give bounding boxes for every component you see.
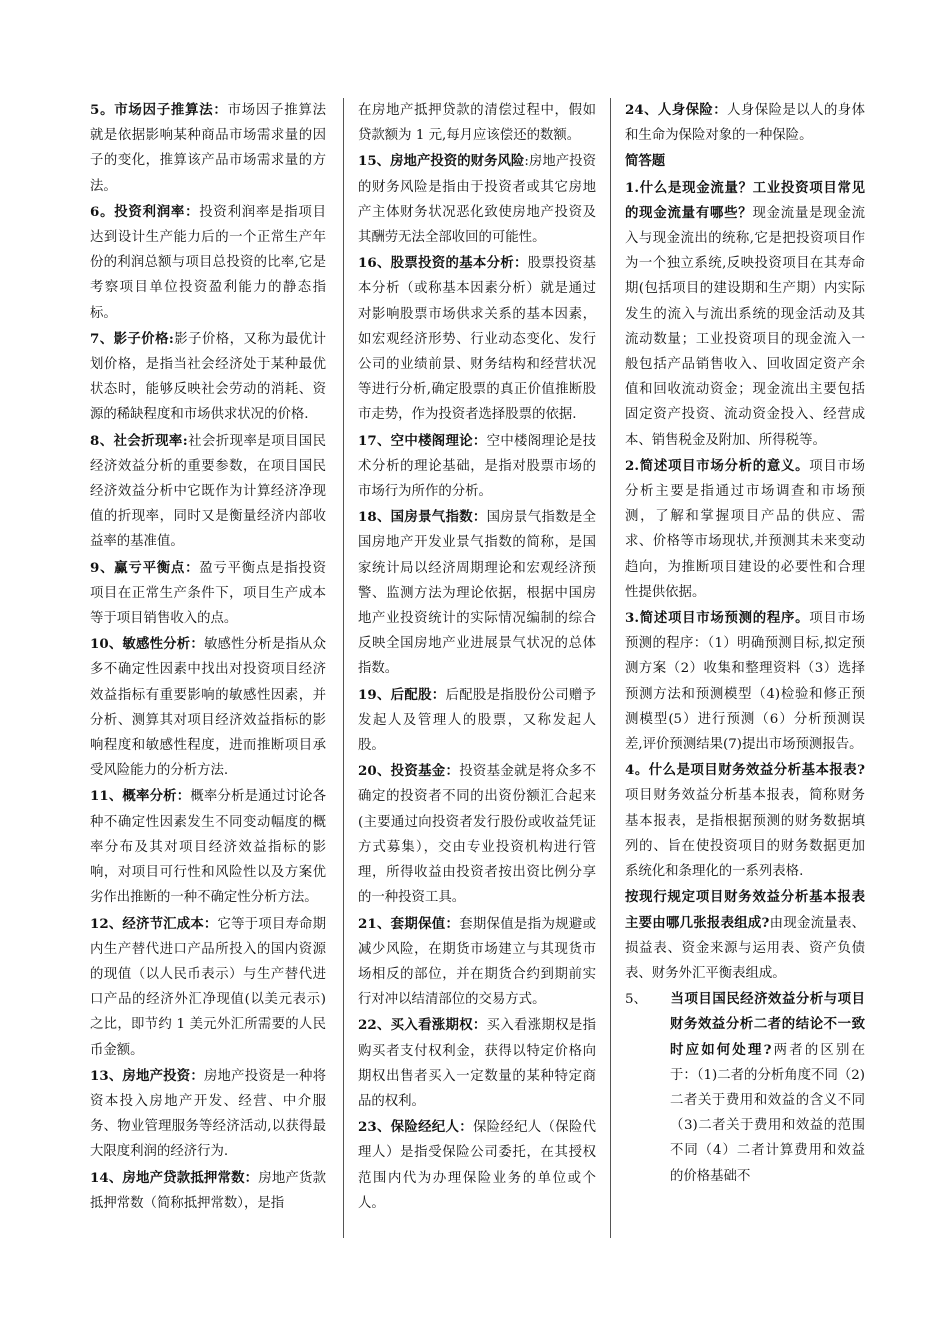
entry-term: 2.简述项目市场分析的意义。 <box>625 457 810 474</box>
col2-entry <box>358 251 596 427</box>
entry-body: 人身保险是以人的身体和生命为保险对象的一种保险。 <box>625 103 865 144</box>
entry-term: 7、影子价格: <box>90 330 174 347</box>
col1-entry <box>90 1166 326 1216</box>
column-2 <box>358 98 596 1217</box>
entry-body: 房地产投资是一种将资本投入房地产开发、经营、中介服务、物业管理服务等经济活动,以获得最大限度利润的经济行为. <box>90 1068 327 1160</box>
entry-term: 13、房地产投资： <box>90 1067 204 1084</box>
entry-body: 国房景气指数是全国房地产开发业景气指数的简称，是国家统计局以经济周期理论和宏观经济预警、监测方法为理论依据，根据中国房地产业投资统计的实际情况编制的综合反映全国房地产业进展景气状况的总体指数。 <box>358 510 597 677</box>
col2-entry <box>358 149 596 250</box>
col2-entry <box>358 429 596 505</box>
col3-entry <box>625 758 865 884</box>
col1-entry <box>90 632 326 783</box>
entry-body: 市场因子推算法就是依据影响某种商品市场需求量的因子的变化，推算该产品市场需求量的方法。 <box>90 103 327 194</box>
entry-term: 20、投资基金： <box>358 763 460 780</box>
entry-term: 简答题 <box>625 153 666 170</box>
column-1 <box>90 98 326 1217</box>
entry-body: 项目市场分析主要是指通过市场调查和市场预测，了解和掌握项目产品的供应、需求、价格等市场现状,并预测其未来变动趋向，为推断项目建设的必要性和合理性提供依据。 <box>625 458 866 600</box>
col3-entry <box>625 149 865 174</box>
column-divider-1 <box>343 98 344 1238</box>
entry-body: 买入看涨期权是指购买者支付权利金，获得以特定价格向期权出售者买入一定数量的某种特定商品的权利。 <box>358 1018 597 1109</box>
entry-body: :房地产投资的财务风险是指由于投资者或其它房地产主体财务状况恶化致使房地产投资及其酬劳无法全部收回的可能性。 <box>358 154 596 246</box>
col3-entry <box>625 606 865 757</box>
col2-entry <box>358 1013 596 1114</box>
entry-body: 投资基金就是将众多不确定的投资者不同的出资份额汇合起来(主要通过向投资者发行股份或收益凭证方式募集），交由专业投资机构进行管理，所得收益由投资者按出资比例分享的一种投资工具。 <box>358 764 596 906</box>
question-5-body: 两者的区别在于：（1)二者的分析角度不同（2)二者关于费用和效益的含义不同（3)二者关于费用和效益的范围不同（4）二者计算费用和效益的价格基础不 <box>670 1042 865 1184</box>
col3-entry <box>625 98 865 148</box>
entry-term: 8、社会折现率: <box>90 432 188 449</box>
entry-body: 概率分析是通过讨论各种不确定性因素发生不同变动幅度的概率分布及其对项目经济效益指标的影响，对项目可行性和风险性以及方案优劣作出推断的一种不确定性分析方法。 <box>90 789 326 906</box>
entry-body: 项目财务效益分析基本报表，简称财务基本报表，是指根据预测的财务数据填列的、旨在使投资项目的财务数据更加系统化和条理化的一系列表格. <box>625 788 865 880</box>
column-3 <box>625 98 865 1190</box>
col1-entry <box>90 912 326 1063</box>
col2-entry <box>358 98 596 148</box>
entry-term: 22、买入看涨期权： <box>358 1017 487 1034</box>
entry-body: 投资利润率是指项目达到设计生产能力后的一个正常生产年份的利润总额与项目总投资的比率,它是考察项目单位投资盈利能力的静态指标。 <box>90 204 326 321</box>
entry-term: 10、敏感性分析： <box>90 636 204 653</box>
entry-body: 现金流量是现金流入与现金流出的统称,它是把投资项目作为一个独立系统,反映投资项目在其寿命期(包括项目的建设期和生产期）内实际发生的流入与流出系统的现金活动及其流动数量；工业投资项目的现金流入一般包括产品销售收入、回收固定资产余值和回收流动资金；现金流出主要包括固定资产投资、流动资金投入、经营成本、销售税金及附加、所得税等。 <box>625 205 866 448</box>
col3-entry <box>625 454 865 605</box>
question-5-entry <box>625 987 865 1189</box>
entry-term: 23、保险经纪人： <box>358 1119 473 1136</box>
entry-body: 股票投资基本分析（或称基本因素分析）就是通过对影响股票市场供求关系的基本因素，如宏观经济形势、行业动态变化、发行公司的业绩前景、财务结构和经营状况等进行分析,确定股票的真正价值推断股市走势，作为投资者选择股票的依据. <box>358 256 596 423</box>
col2-entry <box>358 683 596 759</box>
question-5-number: 5、 <box>625 992 647 1008</box>
entry-term: 17、空中楼阁理论： <box>358 432 487 449</box>
entry-body: 由现金流量表、损益表、资金来源与运用表、资产负债表、财务外汇平衡表组成。 <box>625 915 865 981</box>
entry-term: 19、后配股： <box>358 686 446 703</box>
entry-term: 4。什么是项目财务效益分析基本报表? <box>625 762 865 779</box>
col2-entry <box>358 912 596 1013</box>
col3-entry <box>625 885 865 986</box>
col1-entry <box>90 556 326 632</box>
entry-term: 9、赢亏平衡点： <box>90 559 200 576</box>
entry-body: 影子价格，又称为最优计划价格，是指当社会经济处于某种最优状态时，能够反映社会劳动的消耗、资源的稀缺程度和市场供求状况的价格. <box>90 331 326 423</box>
entry-term: 24、人身保险： <box>625 102 728 118</box>
entry-term: 14、房地产贷款抵押常数： <box>90 1169 259 1186</box>
entry-body: 空中楼阁理论是技术分析的理论基础，是指对股票市场的市场行为所作的分析。 <box>358 433 597 500</box>
col3-entry <box>625 176 865 453</box>
col1-entry <box>90 98 326 199</box>
entry-term: 16、股票投资的基本分析： <box>358 255 528 272</box>
entry-term: 12、经济节汇成本： <box>90 915 218 932</box>
column-3-entries <box>625 98 865 986</box>
col2-entry <box>358 759 596 910</box>
entry-term: 5。市场因子推算法： <box>90 102 228 118</box>
entry-term: 11、概率分析： <box>90 788 191 805</box>
entry-term: 1.什么是现金流量？工业投资项目常见的现金流量有哪些？ <box>625 179 865 221</box>
entry-body: 项目市场预测的程序：（1）明确预测目标,拟定预测方案（2）收集和整理资料（3）选择预测方法和预测模型（4)检验和修正预测模型(5）进行预测（6）分析预测误差,评价预测结果(7)提出市场预测报告。 <box>625 611 866 753</box>
entry-term: 21、套期保值： <box>358 915 460 932</box>
entry-term: 15、房地产投资的财务风险 <box>358 153 525 170</box>
col2-entry <box>358 1115 596 1216</box>
question-5-title: 当项目国民经济效益分析与项目财务效益分析二者的结论不一致时应如何处理? <box>670 991 865 1058</box>
col1-entry <box>90 784 326 910</box>
entry-body: 保险经纪人（保险代理人）是指受保险公司委托，在其授权范围内代为办理保险业务的单位或个人。 <box>358 1120 597 1211</box>
col1-entry <box>90 327 326 428</box>
entry-term: 3.简述项目市场预测的程序。 <box>625 610 810 627</box>
entry-body: 在房地产抵押贷款的清偿过程中，假如贷款额为 1 元,每月应该偿还的数额。 <box>358 103 596 144</box>
entry-body: 社会折现率是项目国民经济效益分析的重要参数，在项目国民经济效益分析中它既作为计算经济净现值的折现率，同时又是衡量经济内部收益率的基准值。 <box>90 433 326 550</box>
column-divider-2 <box>610 98 611 1238</box>
col1-entry <box>90 1064 326 1165</box>
entry-body: 套期保值是指为规避或减少风险，在期货市场建立与其现货市场相反的部位，并在期货合约到期前实行对冲以结清部位的交易方式。 <box>358 916 596 1008</box>
col1-entry <box>90 200 326 326</box>
entry-body: 后配股是指股份公司赠予发起人及管理人的股票，又称发起人股。 <box>358 687 597 754</box>
col1-entry <box>90 429 326 555</box>
entry-body: 它等于项目寿命期内生产替代进口产品所投入的国内资源的现值（以人民币表示）与生产替代进口产品的经济外汇净现值(以美元表示)之比，即节约 1 美元外汇所需要的人民币金额。 <box>90 916 327 1058</box>
entry-term: 按现行规定项目财务效益分析基本报表主要由哪几张报表组成? <box>625 889 865 931</box>
entry-body: 盈亏平衡点是指投资项目在正常生产条件下，项目生产成本等于项目销售收入的点。 <box>90 560 326 627</box>
entry-body: 敏感性分析是指从众多不确定性因素中找出对投资项目经济效益指标有重要影响的敏感性因素，并分析、测算其对项目经济效益指标的影响程度和敏感性程度，进而推断项目承受风险能力的分析方法. <box>90 637 327 779</box>
col2-entry <box>358 505 596 681</box>
entry-term: 18、国房景气指数： <box>358 509 487 526</box>
entry-term: 6。投资利润率： <box>90 203 200 220</box>
entry-body: 房地产货款抵押常数（简称抵押常数），是指 <box>90 1170 326 1211</box>
